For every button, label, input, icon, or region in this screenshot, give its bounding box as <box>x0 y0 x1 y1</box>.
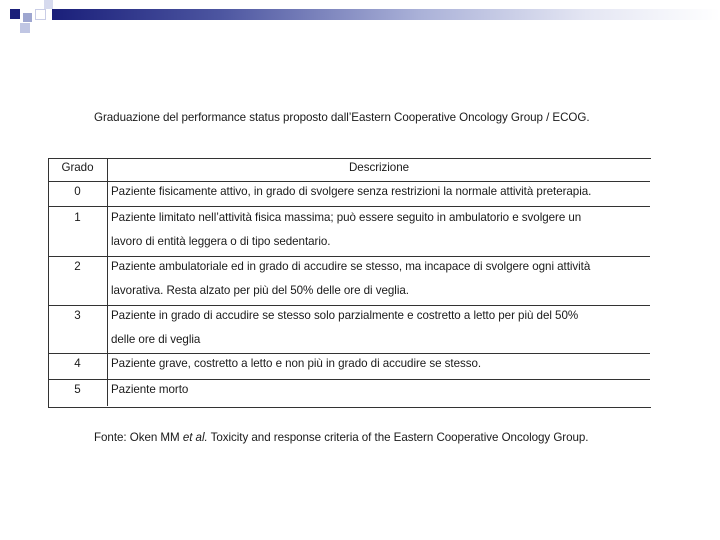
table-row-divider <box>48 305 650 306</box>
decor-square-2 <box>23 13 32 22</box>
source-et-al: et al. <box>182 431 208 444</box>
source-suffix: Toxicity and response criteria of the Eastern Cooperative Oncology Group. <box>207 431 589 444</box>
description-cell: Paziente morto <box>111 383 189 396</box>
table-row-divider <box>48 206 650 207</box>
grade-cell: 4 <box>74 357 81 370</box>
description-cell: lavorativa. Resta alzato per più del 50% delle ore di veglia. <box>111 284 409 297</box>
grade-cell: 0 <box>74 185 81 198</box>
grade-cell: 5 <box>74 383 81 396</box>
grade-cell: 2 <box>74 260 81 273</box>
description-cell: Paziente ambulatoriale ed in grado di accudire se stesso, ma incapace di svolgere ogni attività <box>111 260 591 273</box>
table-row-divider <box>48 379 650 380</box>
description-cell: Paziente in grado di accudire se stesso solo parzialmente e costretto a letto per più del 50% <box>111 309 579 322</box>
decor-square-4 <box>20 23 30 33</box>
header-gradient-bar <box>52 9 720 20</box>
table-row-divider <box>48 353 650 354</box>
decor-square-3 <box>35 9 46 20</box>
decor-square-5 <box>44 0 53 9</box>
description-cell: Paziente fisicamente attivo, in grado di svolgere senza restrizioni la normale attività preterapia. <box>111 185 592 198</box>
table-title: Graduazione del performance status proposto dall’Eastern Cooperative Oncology Group / ECOG. <box>94 111 590 124</box>
source-citation <box>94 431 588 444</box>
description-cell: delle ore di veglia <box>111 333 201 346</box>
description-cell: Paziente grave, costretto a letto e non più in grado di accudire se stesso. <box>111 357 482 370</box>
table-row-divider <box>48 181 650 182</box>
description-cell: Paziente limitato nell’attività fisica massima; può essere seguito in ambulatorio e svolgere un <box>111 211 582 224</box>
table-column-separator <box>107 158 108 406</box>
decor-square-1 <box>10 9 20 19</box>
source-prefix: Fonte: Oken MM <box>94 431 183 444</box>
description-cell: lavoro di entità leggera o di tipo sedentario. <box>111 235 331 248</box>
table-row-divider <box>48 256 650 257</box>
header-description: Descrizione <box>348 161 410 174</box>
grade-cell: 3 <box>74 309 81 322</box>
header-grade: Grado <box>61 161 94 174</box>
grade-cell: 1 <box>74 211 81 224</box>
